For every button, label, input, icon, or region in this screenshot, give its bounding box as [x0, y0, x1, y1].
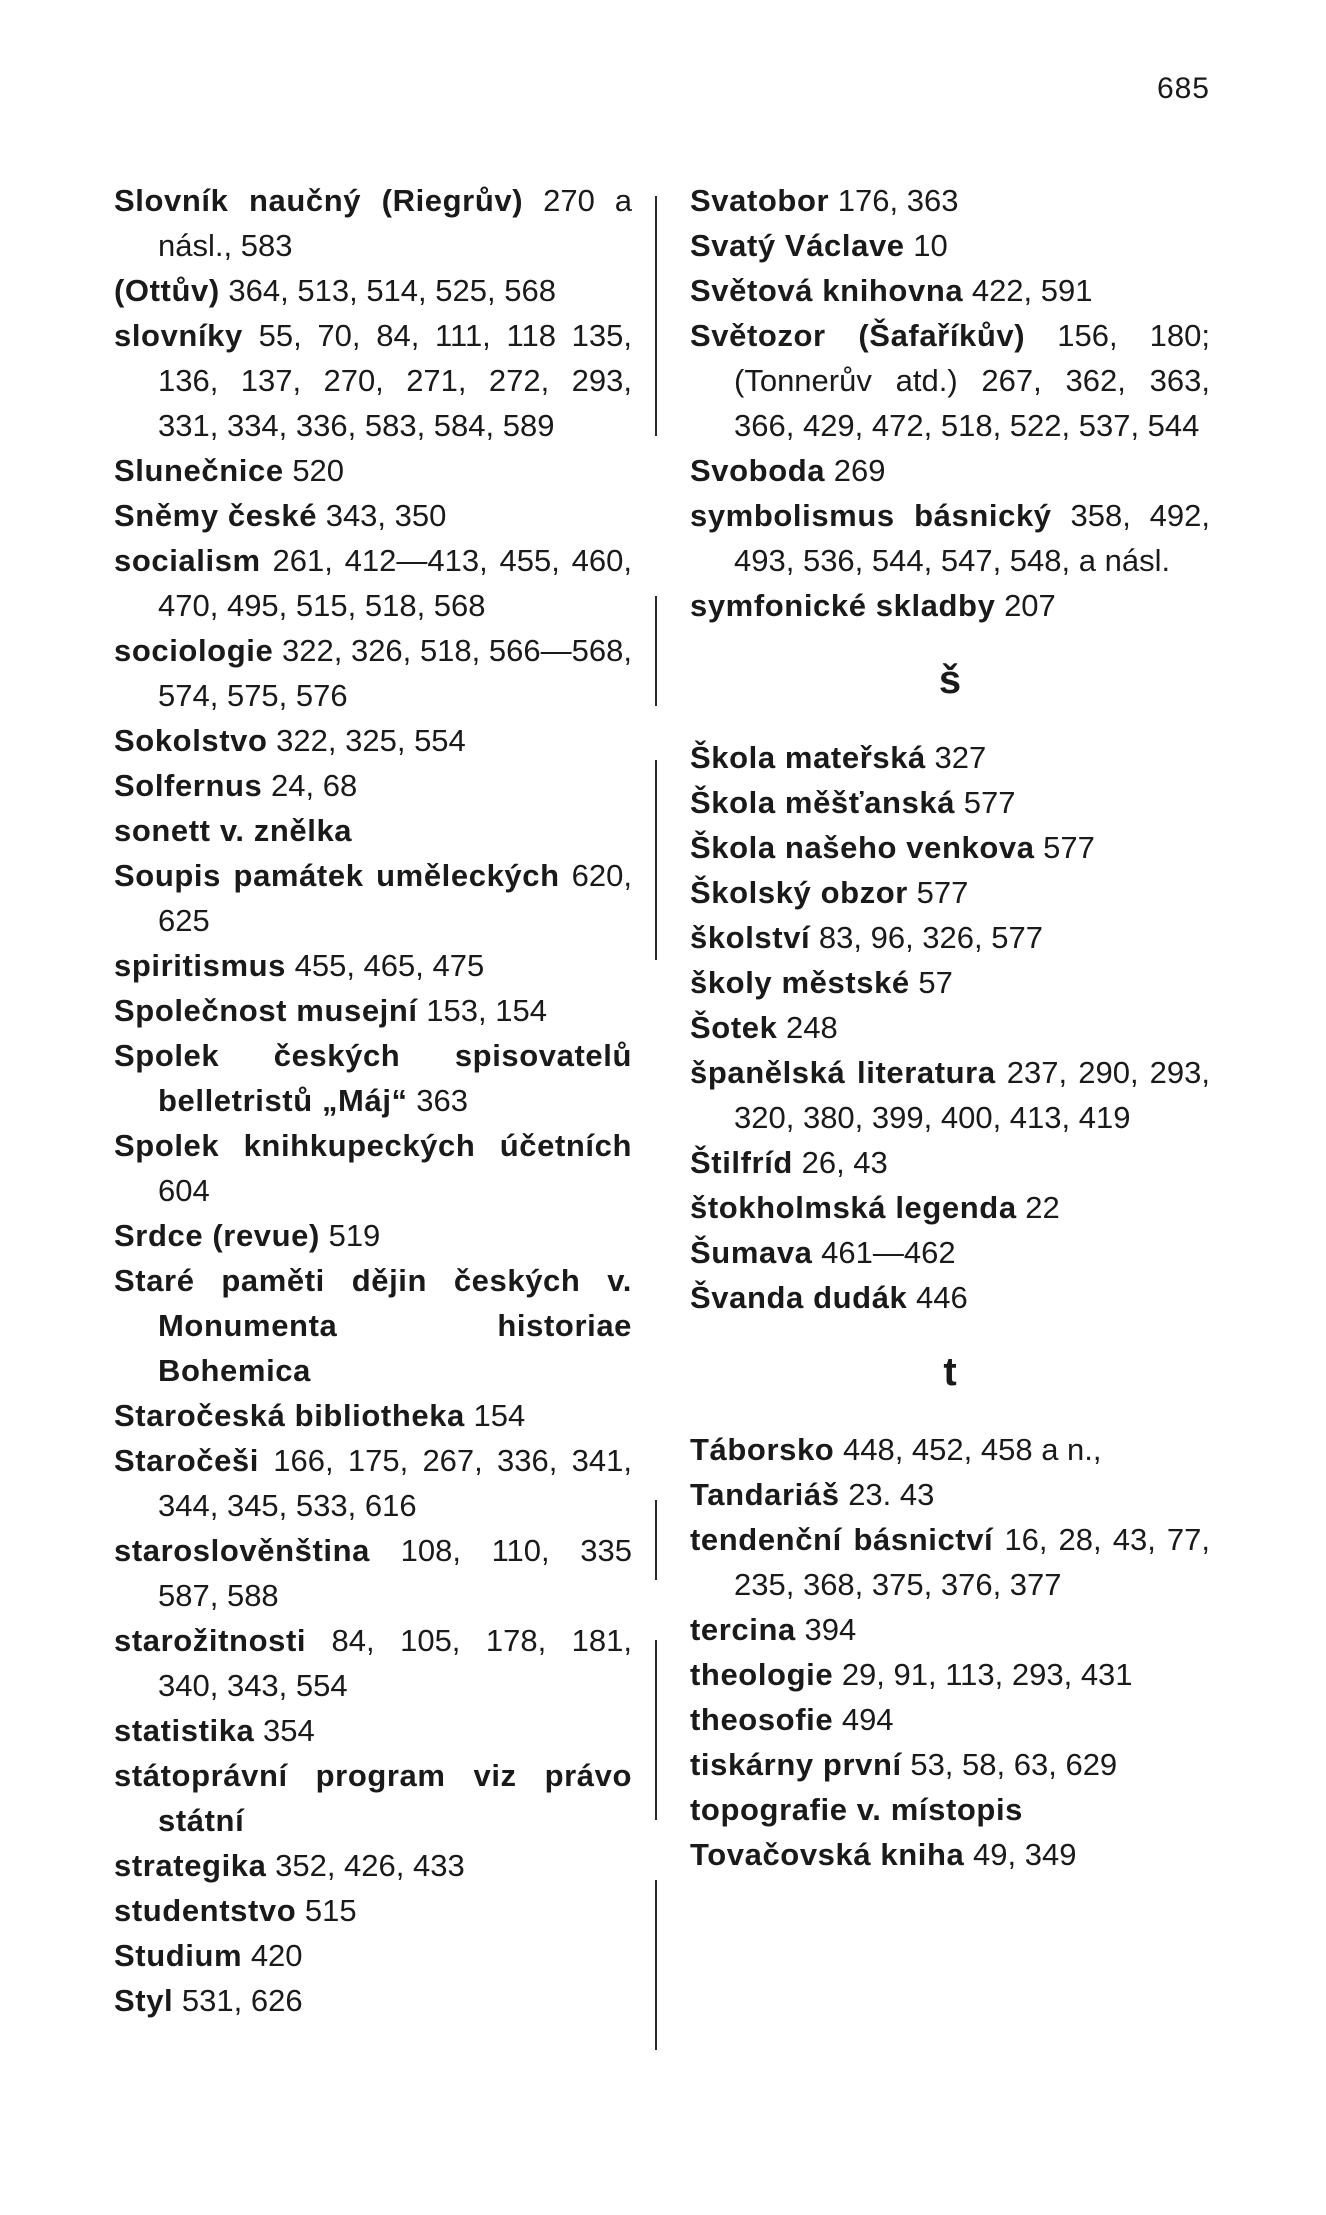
index-entry — [114, 1258, 632, 1393]
index-term: školství — [690, 920, 811, 955]
index-term: starožitnosti — [114, 1623, 307, 1658]
index-entry — [114, 1528, 632, 1618]
index-term: slovníky — [114, 318, 243, 353]
index-page-refs: 176, 363 — [837, 183, 959, 218]
column-divider — [655, 596, 657, 706]
index-term: školy městské — [690, 965, 910, 1000]
index-term: státoprávní program viz právo státní — [114, 1758, 632, 1838]
index-entry — [114, 1753, 632, 1843]
index-term: Studium — [114, 1938, 243, 1973]
index-entry — [690, 1427, 1210, 1472]
column-divider — [655, 1500, 657, 1580]
index-term: staroslověnština — [114, 1533, 370, 1568]
index-page-refs: 354 — [263, 1713, 315, 1748]
index-entry — [690, 448, 1210, 493]
index-term: socialism — [114, 543, 261, 578]
index-term: theosofie — [690, 1702, 834, 1737]
index-page-refs: 207 — [1004, 588, 1056, 623]
index-term: štokholmská legenda — [690, 1190, 1017, 1225]
index-page-refs: 26, 43 — [801, 1145, 888, 1180]
index-page-refs: 248 — [786, 1010, 838, 1045]
index-term: Světozor (Šafaříkův) — [690, 318, 1026, 353]
index-page-refs: 352, 426, 433 — [275, 1848, 465, 1883]
index-entry — [114, 493, 632, 538]
column-divider — [655, 760, 657, 960]
index-term: spiritismus — [114, 948, 286, 983]
index-page-refs: 577 — [1043, 830, 1095, 865]
index-page-refs: 446 — [916, 1280, 968, 1315]
index-entry — [690, 1787, 1210, 1832]
index-term: (Ottův) — [114, 273, 220, 308]
index-entry — [690, 735, 1210, 780]
index-term: tercina — [690, 1612, 796, 1647]
index-entry — [114, 1393, 632, 1438]
index-page-refs: 153, 154 — [426, 993, 547, 1028]
index-term: Tovačovská kniha — [690, 1837, 965, 1872]
index-entry — [690, 1050, 1210, 1140]
index-page-refs: 269 — [833, 453, 886, 488]
index-term: Táborsko — [690, 1432, 835, 1467]
index-term: Slovník naučný (Riegrův) — [114, 183, 524, 218]
index-page-refs: 57 — [918, 965, 953, 1000]
index-entry — [690, 960, 1210, 1005]
index-term: Spolek knihkupeckých účetních — [114, 1128, 632, 1163]
index-page-refs: 461—462 — [821, 1235, 956, 1270]
index-page-refs: 577 — [916, 875, 969, 910]
page-number: 685 — [1156, 72, 1210, 105]
index-entry — [114, 448, 632, 493]
index-entry — [114, 763, 632, 808]
index-entry — [114, 1933, 632, 1978]
index-page-refs: 322, 326, 518, 566—568, 574, 575, 576 — [158, 633, 632, 713]
index-entry — [114, 178, 632, 268]
index-entry — [114, 1438, 632, 1528]
index-term: Šotek — [690, 1010, 778, 1045]
index-term: Svoboda — [690, 453, 826, 488]
index-page-refs: 422, 591 — [971, 273, 1093, 308]
index-page-refs: 577 — [963, 785, 1016, 820]
index-term: Švanda dudák — [690, 1280, 908, 1315]
index-term: sonett v. znělka — [114, 813, 353, 848]
column-divider — [655, 196, 657, 436]
index-page-refs: 166, 175, 267, 336, 341, 344, 345, 533, 616 — [158, 1443, 632, 1523]
index-entry — [690, 583, 1210, 628]
index-term: strategika — [114, 1848, 267, 1883]
index-page-refs: 520 — [292, 453, 345, 488]
index-term: Staročeši — [114, 1443, 259, 1478]
index-term: španělská literatura — [690, 1055, 996, 1090]
index-page-refs: 237, 290, 293, 320, 380, 399, 400, 413, 419 — [734, 1055, 1210, 1135]
index-page-refs: 49, 349 — [973, 1837, 1077, 1872]
index-entry — [690, 1185, 1210, 1230]
index-term: Slunečnice — [114, 453, 284, 488]
index-entry — [690, 178, 1210, 223]
index-term: Svatý Václave — [690, 228, 905, 263]
column-divider — [655, 1640, 657, 1820]
index-term: Svatobor — [690, 183, 830, 218]
index-page-refs: 494 — [841, 1702, 894, 1737]
index-page-refs: 24, 68 — [271, 768, 358, 803]
index-term: Škola mateřská — [690, 740, 926, 775]
index-term: theologie — [690, 1657, 834, 1692]
index-term: Styl — [114, 1983, 174, 2018]
index-entry — [114, 1618, 632, 1708]
index-entry — [690, 1275, 1210, 1320]
index-group-s-caron — [690, 735, 1210, 1320]
index-page-refs: 22 — [1025, 1190, 1060, 1225]
index-term: symbolismus básnický — [690, 498, 1052, 533]
index-term: Sokolstvo — [114, 723, 268, 758]
index-page-refs: 327 — [934, 740, 987, 775]
index-term: Školský obzor — [690, 875, 908, 910]
index-page-refs: 23. 43 — [848, 1477, 935, 1512]
index-entry — [114, 853, 632, 943]
index-page-refs: 519 — [328, 1218, 381, 1253]
index-term: tendenční básnictví — [690, 1522, 994, 1557]
index-entry — [690, 1607, 1210, 1652]
index-entry — [690, 780, 1210, 825]
index-entry — [690, 870, 1210, 915]
index-entry — [114, 1123, 632, 1213]
index-entry — [690, 1652, 1210, 1697]
index-page-refs: 322, 325, 554 — [276, 723, 466, 758]
index-entry — [114, 988, 632, 1033]
index-entry — [114, 1708, 632, 1753]
index-page-refs: 154 — [473, 1398, 526, 1433]
index-entry — [114, 1843, 632, 1888]
index-page-refs: 604 — [158, 1173, 210, 1208]
index-page-refs: 16, 28, 43, 77, 235, 368, 375, 376, 377 — [734, 1522, 1210, 1602]
index-term: Štilfríd — [690, 1145, 793, 1180]
index-entry — [690, 313, 1210, 448]
index-entry — [690, 1697, 1210, 1742]
index-page-refs: 55, 70, 84, 111, 118 135, 136, 137, 270, 271, 272, 293, 331, 334, 336, 583, 584, 589 — [158, 318, 632, 443]
index-entry — [690, 825, 1210, 870]
index-entry — [114, 538, 632, 628]
index-entry — [114, 1213, 632, 1258]
index-entry — [114, 943, 632, 988]
index-term: Škola našeho venkova — [690, 830, 1035, 865]
index-page-refs: 83, 96, 326, 577 — [818, 920, 1043, 955]
index-page-refs: 455, 465, 475 — [294, 948, 485, 983]
index-term: topografie v. místopis — [690, 1792, 1023, 1827]
index-entry — [690, 493, 1210, 583]
section-heading-t: t — [943, 1350, 957, 1394]
index-page-refs: 394 — [804, 1612, 857, 1647]
index-entry — [114, 268, 632, 313]
index-entry — [690, 915, 1210, 960]
index-entry — [114, 313, 632, 448]
index-page-refs: 156, 180; (Tonnerův atd.) 267, 362, 363, 366, 429, 472, 518, 522, 537, 544 — [734, 318, 1210, 443]
index-term: Světová knihovna — [690, 273, 964, 308]
index-entry — [690, 1832, 1210, 1877]
index-page-refs: 358, 492, 493, 536, 544, 547, 548, a násl. — [734, 498, 1210, 578]
index-term: statistika — [114, 1713, 255, 1748]
index-term: Staročeská bibliotheka — [114, 1398, 465, 1433]
column-divider — [655, 1880, 657, 2050]
index-group-t — [690, 1427, 1210, 1877]
index-term: Šumava — [690, 1235, 813, 1270]
index-term: Sněmy české — [114, 498, 318, 533]
index-group-s — [690, 178, 1210, 628]
index-term: Společnost musejní — [114, 993, 418, 1028]
index-entry — [690, 1005, 1210, 1050]
index-term: Srdce (revue) — [114, 1218, 320, 1253]
index-entry — [690, 1472, 1210, 1517]
index-entry — [114, 1978, 632, 2023]
index-term: tiskárny první — [690, 1747, 902, 1782]
index-entry — [690, 223, 1210, 268]
section-heading-s-caron: š — [938, 658, 962, 702]
index-entry — [114, 1888, 632, 1933]
index-column-left — [114, 178, 632, 2023]
index-page-refs: 531, 626 — [181, 1983, 303, 2018]
index-term: Tandariáš — [690, 1477, 840, 1512]
index-page-refs: 515 — [304, 1893, 357, 1928]
index-page-refs: 620, 625 — [158, 858, 632, 938]
index-entry — [114, 1033, 632, 1123]
index-page-refs: 420 — [250, 1938, 303, 1973]
index-entry — [690, 1140, 1210, 1185]
index-page-refs: 261, 412—413, 455, 460, 470, 495, 515, 518, 568 — [158, 543, 632, 623]
index-term: sociologie — [114, 633, 274, 668]
index-page-refs: 10 — [913, 228, 948, 263]
index-page-refs: 29, 91, 113, 293, 431 — [841, 1657, 1133, 1692]
index-entry — [690, 1230, 1210, 1275]
index-page-refs: 53, 58, 63, 629 — [910, 1747, 1118, 1782]
index-term: Staré paměti dějin českých v. Monumenta historiae Bohemica — [114, 1263, 632, 1388]
index-page-refs: 84, 105, 178, 181, 340, 343, 554 — [158, 1623, 632, 1703]
index-entry — [114, 808, 632, 853]
index-term: symfonické skladby — [690, 588, 996, 623]
index-column-right — [690, 178, 1210, 1877]
index-page-refs: 108, 110, 335 587, 588 — [158, 1533, 632, 1613]
index-term: Spolek českých spisovatelů belletristů „Máj“ — [114, 1038, 632, 1118]
index-page-refs: 343, 350 — [325, 498, 447, 533]
index-page-refs: 363 — [416, 1083, 468, 1118]
index-page-refs: 448, 452, 458 a n., — [842, 1432, 1102, 1467]
index-entry — [690, 268, 1210, 313]
index-entry — [114, 628, 632, 718]
index-term: Škola měšťanská — [690, 785, 956, 820]
index-entry — [114, 718, 632, 763]
index-term: studentstvo — [114, 1893, 297, 1928]
index-term: Solfernus — [114, 768, 263, 803]
index-page-refs: 364, 513, 514, 525, 568 — [228, 273, 556, 308]
index-entry — [690, 1742, 1210, 1787]
index-entry — [690, 1517, 1210, 1607]
index-page-refs: 270 a násl., 583 — [158, 183, 632, 263]
index-term: Soupis památek uměleckých — [114, 858, 560, 893]
